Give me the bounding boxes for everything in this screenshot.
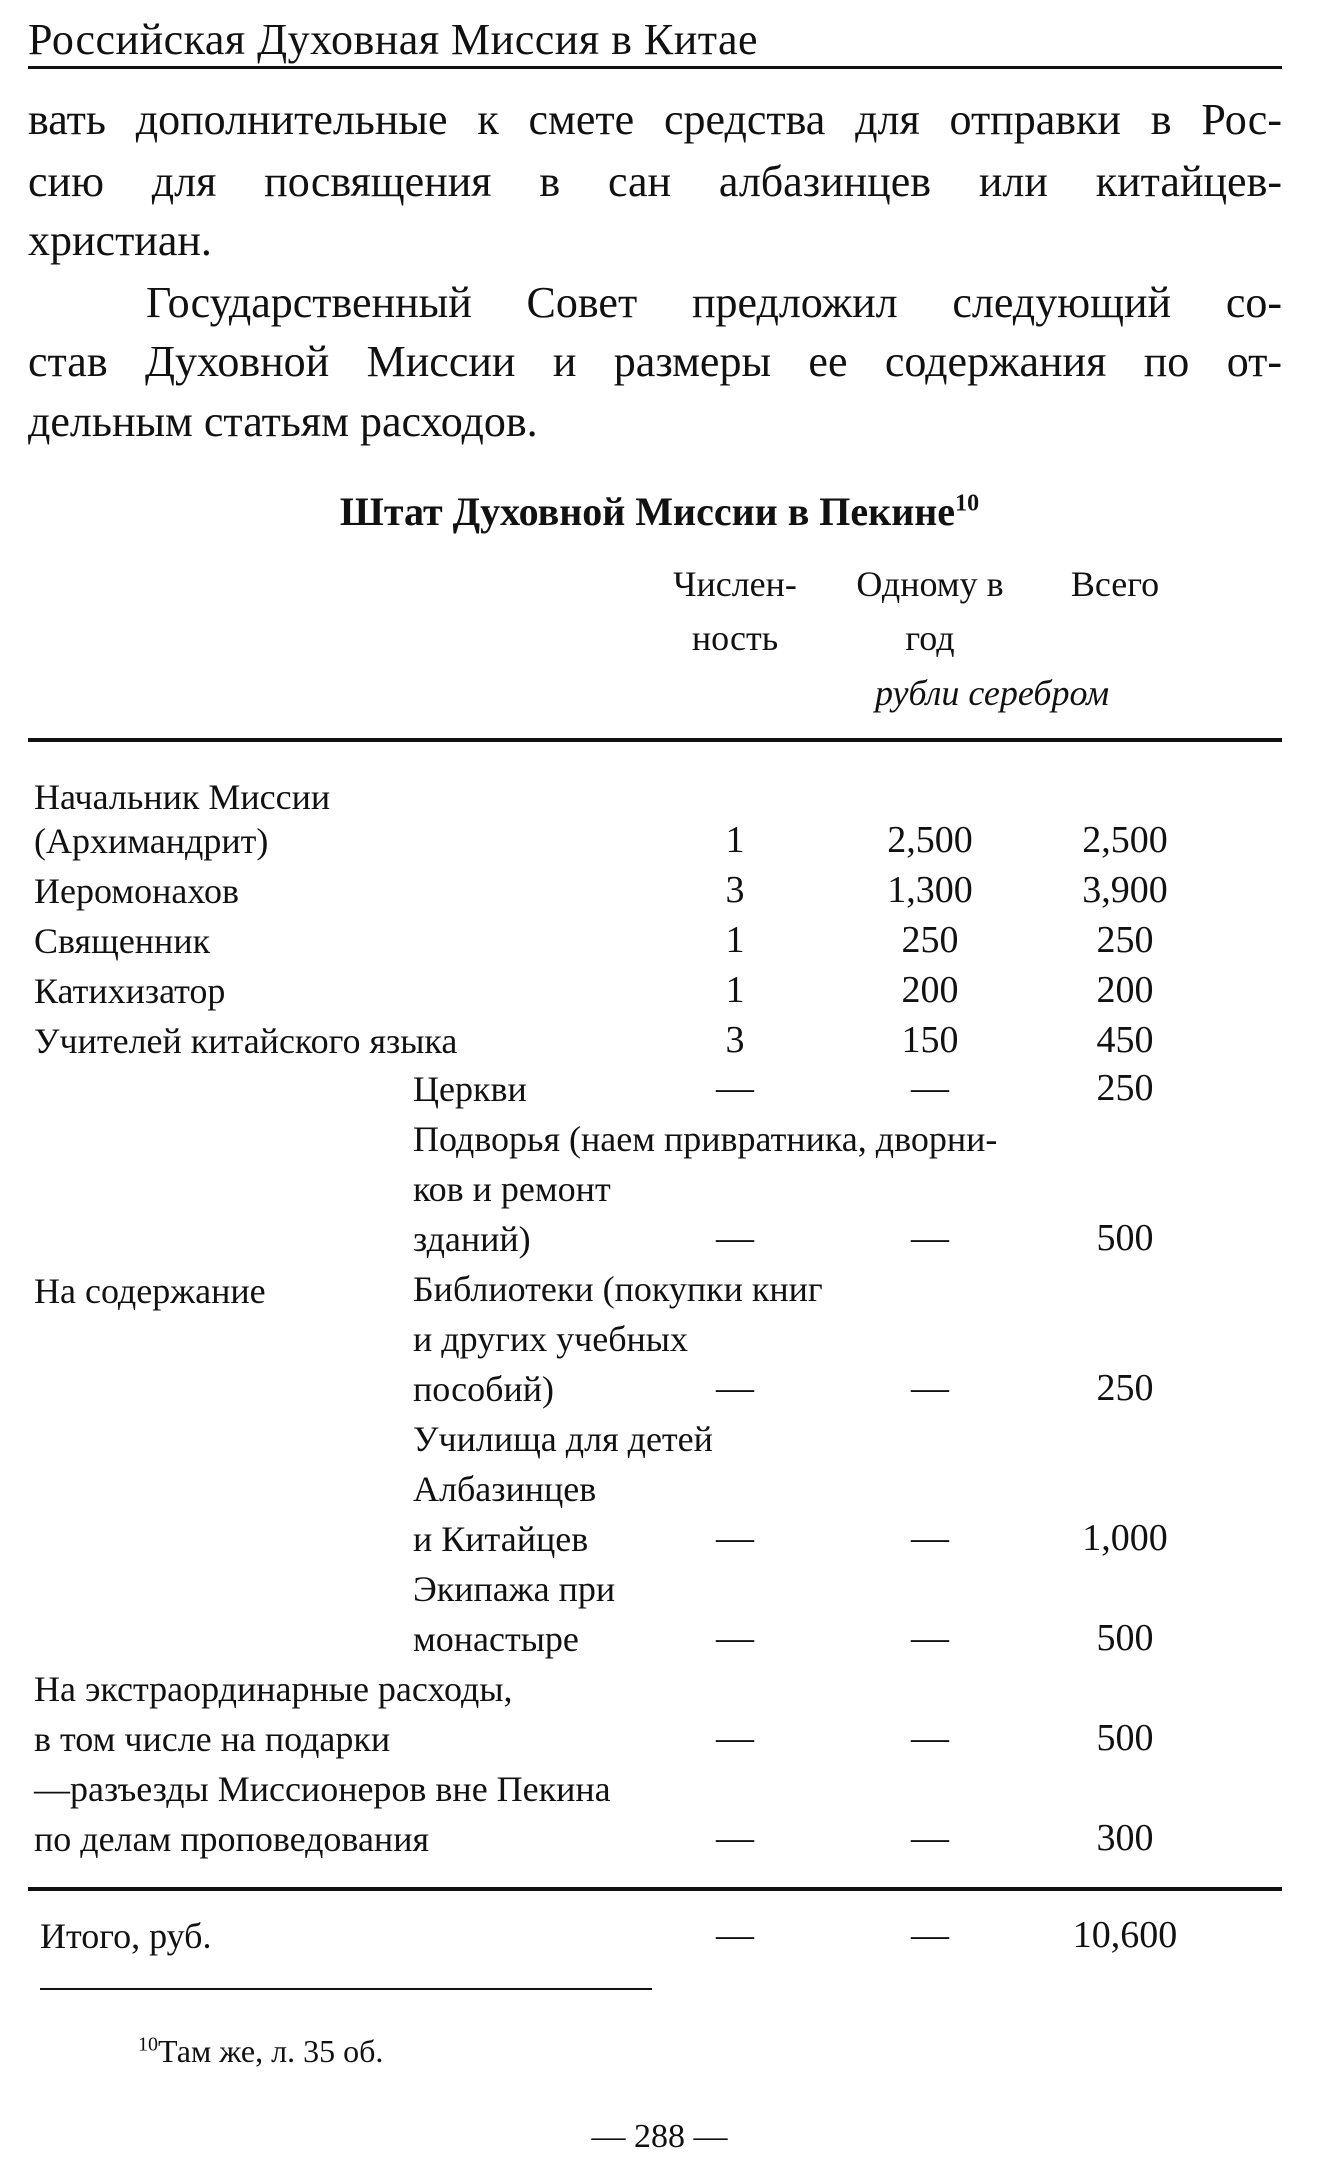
- cell-per-year: 200: [901, 969, 959, 1011]
- page-number: — 288 —: [591, 2118, 728, 2155]
- cell-per-year: 250: [901, 919, 959, 961]
- col-header-per-year-2: год: [905, 618, 955, 658]
- cell-count: —: [716, 1367, 754, 1409]
- cell-per-year: 150: [901, 1019, 959, 1061]
- col-header-total: Всего: [1070, 564, 1160, 604]
- body-line-5: став Духовной Миссии и размеры ее содержания по от-: [28, 337, 1282, 386]
- cell-total: 1,000: [1082, 1517, 1168, 1559]
- cell-total: 500: [1096, 1217, 1154, 1259]
- col-header-per-year-1: Одному в: [856, 564, 1004, 604]
- body-line-1: вать дополнительные к смете средства для отправки в Рос-: [28, 95, 1282, 144]
- cell-total: 250: [1096, 919, 1154, 961]
- table-top-rule: [28, 738, 1282, 742]
- cell-count: —: [716, 1914, 754, 1956]
- cell-total: 200: [1096, 969, 1154, 1011]
- cell-total: 300: [1096, 1817, 1154, 1859]
- row-label-travel-2: по делам проповедования: [34, 1819, 430, 1859]
- cell-count: 1: [725, 819, 745, 861]
- cell-per-year: —: [911, 1367, 949, 1409]
- cell-count: 3: [725, 1019, 745, 1061]
- sub-label-school-2: Албазинцев: [413, 1469, 597, 1509]
- cell-total: 2,500: [1082, 819, 1168, 861]
- sub-label-library-2: и других учебных: [413, 1319, 688, 1359]
- row-label-extra-1: На экстраординарные расходы,: [34, 1669, 513, 1709]
- sub-label-library-1: Библиотеки (покупки книг: [413, 1269, 823, 1309]
- footnote-rule: [40, 1988, 652, 1990]
- cell-count: 3: [725, 869, 745, 911]
- col-header-units: рубли серебром: [875, 673, 1110, 713]
- cell-total: 450: [1096, 1019, 1154, 1061]
- body-line-3: христиан.: [28, 216, 212, 265]
- table-bottom-rule: [28, 1887, 1282, 1891]
- cell-total: 250: [1096, 1067, 1154, 1109]
- sub-label-carriage-2: монастыре: [413, 1619, 579, 1659]
- table-title-text: Штат Духовной Миссии в Пекине: [339, 489, 956, 534]
- sub-label-compound-1: Подворья (наем привратника, дворни-: [413, 1119, 998, 1159]
- cell-per-year: 1,300: [887, 869, 973, 911]
- cell-count: 1: [725, 969, 745, 1011]
- footnote: [138, 2033, 383, 2070]
- col-header-count-2: ность: [691, 618, 779, 658]
- sub-label-carriage-1: Экипажа при: [413, 1569, 616, 1609]
- cell-count: 1: [725, 919, 745, 961]
- cell-count: —: [716, 1817, 754, 1859]
- cell-per-year: —: [911, 1817, 949, 1859]
- col-header-count-1: Числен-: [673, 564, 797, 604]
- sub-label-library-3: пособий): [413, 1369, 554, 1409]
- row-label-head: Начальник Миссии: [34, 777, 331, 817]
- row-label-teachers: Учителей китайского языка: [34, 1021, 458, 1061]
- cell-per-year: —: [911, 1617, 949, 1659]
- table-title-footnote-marker: 10: [955, 490, 980, 517]
- cell-total: 250: [1096, 1367, 1154, 1409]
- cell-count: —: [716, 1517, 754, 1559]
- body-line-4: Государственный Совет предложил следующий со-: [146, 278, 1282, 327]
- cell-total: 500: [1096, 1617, 1154, 1659]
- footnote-text: Там же, л. 35 об.: [158, 2033, 384, 2069]
- row-label-extra-2: в том числе на подарки: [34, 1719, 391, 1759]
- sub-label-school-3: и Китайцев: [413, 1519, 589, 1559]
- sub-label-school-1: Училища для детей: [413, 1419, 713, 1459]
- cell-count: —: [716, 1067, 754, 1109]
- row-label-travel-1: —разъезды Миссионеров вне Пекина: [34, 1769, 611, 1809]
- cell-per-year: —: [911, 1914, 949, 1956]
- cell-per-year: —: [911, 1717, 949, 1759]
- row-label-head-2: (Архимандрит): [34, 821, 269, 861]
- cell-total: 3,900: [1082, 869, 1168, 911]
- footnote-marker: 10: [138, 2033, 158, 2056]
- sub-label-compound-2: ков и ремонт: [413, 1169, 611, 1209]
- sub-label-church: Церкви: [413, 1069, 527, 1109]
- cell-per-year: 2,500: [887, 819, 973, 861]
- row-label-hieromonks: Иеромонахов: [34, 871, 239, 911]
- cell-per-year: —: [911, 1217, 949, 1259]
- header-rule: [28, 66, 1282, 69]
- cell-per-year: —: [911, 1067, 949, 1109]
- cell-count: —: [716, 1217, 754, 1259]
- running-title: Российская Духовная Миссия в Китае: [28, 15, 759, 64]
- cell-count: —: [716, 1717, 754, 1759]
- row-label-maintenance: На содержание: [34, 1271, 266, 1311]
- sub-label-compound-3: зданий): [413, 1219, 531, 1259]
- row-label-total: Итого, руб.: [40, 1916, 212, 1956]
- cell-count: —: [716, 1617, 754, 1659]
- row-label-priest: Священник: [34, 921, 211, 961]
- body-line-2: сию для посвящения в сан албазинцев или китайцев-: [28, 157, 1282, 206]
- row-label-catechist: Катихизатор: [34, 971, 226, 1011]
- body-line-6: дельным статьям расходов.: [28, 397, 538, 446]
- table-title: [0, 488, 1319, 535]
- cell-total: 500: [1096, 1717, 1154, 1759]
- cell-total: 10,600: [1072, 1914, 1178, 1956]
- cell-per-year: —: [911, 1517, 949, 1559]
